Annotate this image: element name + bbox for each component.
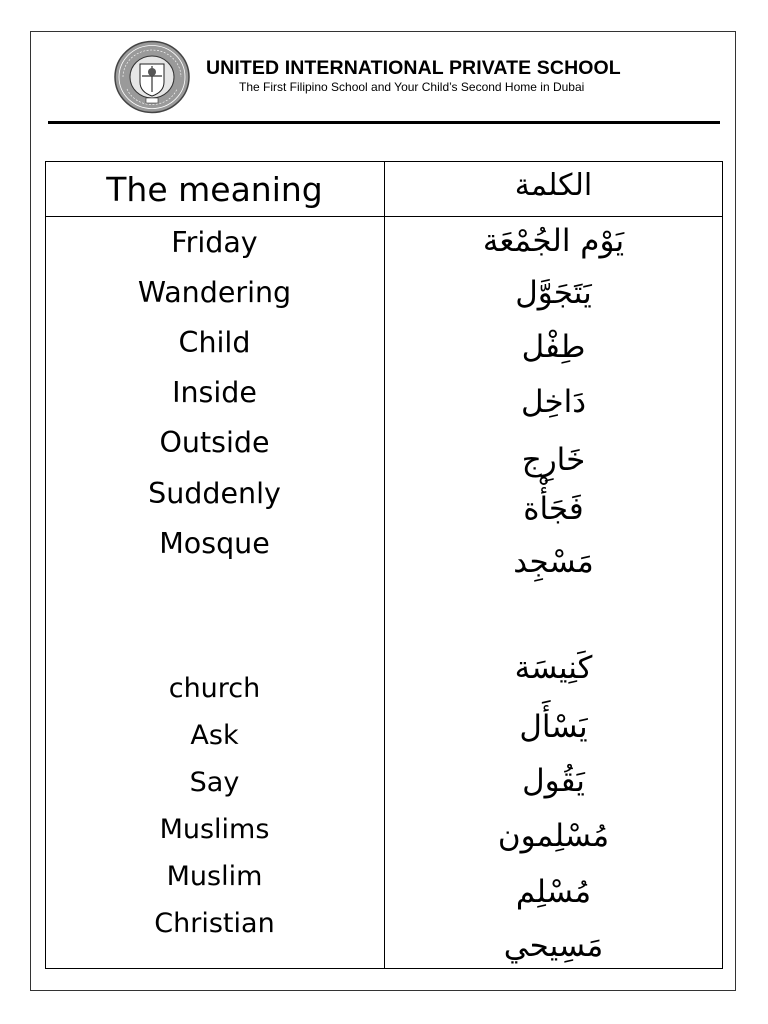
arabic-word-mosque: مَسْجِد (513, 544, 594, 580)
english-word-outside: Outside (159, 426, 270, 459)
arabic-word-wandering: يَتَجَوَّل (515, 275, 592, 311)
arabic-word-ask: يَسْأَل (519, 709, 588, 745)
arabic-word-muslim: مُسْلِم (515, 874, 592, 910)
arabic-word-inside: دَاخِل (520, 384, 587, 420)
column-header-word: الكلمة (514, 168, 593, 203)
english-word-mosque: Mosque (159, 527, 270, 560)
arabic-word-outside: خَارِج (521, 442, 586, 478)
english-word-say: Say (189, 767, 240, 798)
arabic-word-child: طِفْل (521, 329, 586, 365)
english-word-muslims: Muslims (159, 814, 270, 845)
english-word-muslim: Muslim (166, 861, 263, 892)
school-seal-icon (113, 40, 191, 114)
arabic-word-suddenly: فَجَأْة (523, 491, 584, 527)
arabic-word-friday: يَوْم الجُمْعَة (482, 223, 625, 259)
school-name: UNITED INTERNATIONAL PRIVATE SCHOOL (206, 57, 621, 79)
english-word-church: church (168, 673, 261, 704)
english-word-suddenly: Suddenly (148, 477, 281, 510)
english-word-child: Child (178, 326, 251, 359)
arabic-word-muslims: مُسْلِمون (497, 818, 610, 854)
english-word-wandering: Wandering (137, 276, 292, 309)
arabic-word-church: كَنِيسَة (514, 650, 593, 686)
school-tagline: The First Filipino School and Your Child’s Second Home in Dubai (239, 80, 585, 94)
header-rule (48, 121, 720, 124)
english-word-inside: Inside (172, 376, 257, 409)
english-word-friday: Friday (171, 226, 258, 259)
arabic-word-christian: مَسِيحي (503, 928, 604, 964)
arabic-word-say: يَقُول (522, 763, 585, 799)
english-word-christian: Christian (154, 908, 275, 939)
english-word-ask: Ask (190, 720, 239, 751)
column-header-meaning: The meaning (106, 170, 323, 209)
